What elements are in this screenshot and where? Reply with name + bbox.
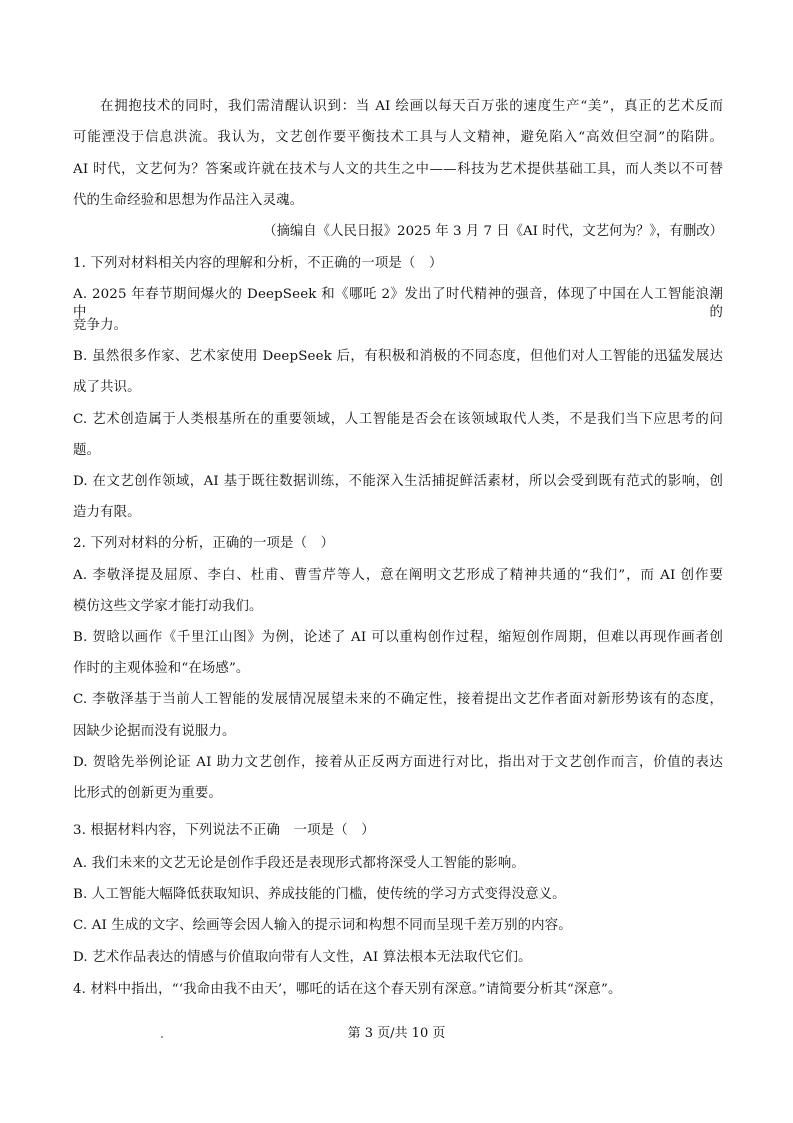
page-number: 第 3 页/共 10 页	[347, 1026, 446, 1041]
question-1-option-b: B. 虽然很多作家、艺术家使用 DeepSeek 后，有积极和消极的不同态度，但他们对人工智能的迅猛发展达	[73, 349, 723, 364]
question-1-stem: 1. 下列对材料相关内容的理解和分析，不正确的一项是（ ）	[73, 256, 443, 271]
passage-line-4: 代的生命经验和思想为作品注入灵魂。	[73, 193, 304, 208]
question-1-option-a: A. 2025 年春节期间爆火的 DeepSeek 和《哪吒 2》发出了时代精神的强音，体现了中国在人工智能浪潮中的	[73, 287, 723, 320]
passage-line-3: AI 时代，文艺何为？答案或许就在技术与人文的共生之中——科技为艺术提供基础工具，而人类以不可替	[73, 162, 723, 177]
question-3-option-b: B. 人工智能大幅降低获取知识、养成技能的门槛，使传统的学习方式变得没意义。	[73, 887, 566, 902]
question-2-option-c: C. 李敬泽基于当前人工智能的发展情况展望未来的不确定性，接着提出文艺作者面对新形势该有的态度，	[73, 692, 723, 707]
question-2-option-a-cont: 模仿这些文学家才能打动我们。	[73, 599, 263, 614]
question-2-option-d: D. 贺晗先举例论证 AI 助力文艺创作，接着从正反两方面进行对比，指出对于文艺创作而言，价值的表达	[73, 755, 723, 770]
passage-line-1: 在拥抱技术的同时，我们需清醒认识到：当 AI 绘画以每天百万张的速度生产“美”，真正的艺术反而	[100, 99, 723, 114]
question-1-option-d-cont: 造力有限。	[73, 505, 141, 520]
passage-line-2: 可能湮没于信息洪流。我认为，文艺创作要平衡技术工具与人文精神，避免陷入“高效但空洞”的陷阱。	[73, 130, 723, 145]
question-1-option-a-cont: 竞争力。	[73, 318, 128, 333]
question-3-option-c: C. AI 生成的文字、绘画等会因人输入的提示词和构想不同而呈现千差万别的内容。	[73, 918, 572, 933]
question-1-option-c: C. 艺术创造属于人类根基所在的重要领域，人工智能是否会在该领域取代人类，不是我们当下应思考的问	[73, 412, 723, 427]
question-2-option-c-cont: 因缺少论据而没有说服力。	[73, 724, 236, 739]
question-3-stem: 3. 根据材料内容，下列说法不正确 一项是（ ）	[73, 823, 375, 838]
question-1-option-b-cont: 成了共识。	[73, 380, 141, 395]
source-citation: （摘编自《人民日报》2025 年 3 月 7 日《AI 时代，文艺何为？》，有删改）	[263, 224, 723, 239]
question-3-option-a: A. 我们未来的文艺无论是创作手段还是表现形式都将深受人工智能的影响。	[73, 856, 525, 871]
question-1-option-c-cont: 题。	[73, 443, 101, 458]
question-4-stem: 4. 材料中指出，“‘我命由我不由天’，哪吒的话在这个春天别有深意。”请简要分析其“深意”。	[73, 982, 622, 997]
question-2-option-d-cont: 比形式的创新更为重要。	[73, 786, 222, 801]
question-2-option-a: A. 李敬泽提及屈原、李白、杜甫、曹雪芹等人，意在阐明文艺形成了精神共通的“我们”，而 AI 创作要	[73, 568, 723, 583]
question-2-option-b: B. 贺晗以画作《千里江山图》为例，论述了 AI 可以重构创作过程，缩短创作周期，但难以再现作画者创	[73, 630, 723, 645]
question-3-option-d: D. 艺术作品表达的情感与价值取向带有人文性，AI 算法根本无法取代它们。	[73, 950, 532, 965]
question-1-option-d: D. 在文艺创作领域，AI 基于既往数据训练，不能深入生活捕捉鲜活素材，所以会受到既有范式的影响，创	[73, 474, 723, 489]
question-2-option-b-cont: 作时的主观体验和“在场感”。	[73, 661, 250, 676]
question-2-stem: 2. 下列对材料的分析，正确的一项是（ ）	[73, 536, 335, 551]
